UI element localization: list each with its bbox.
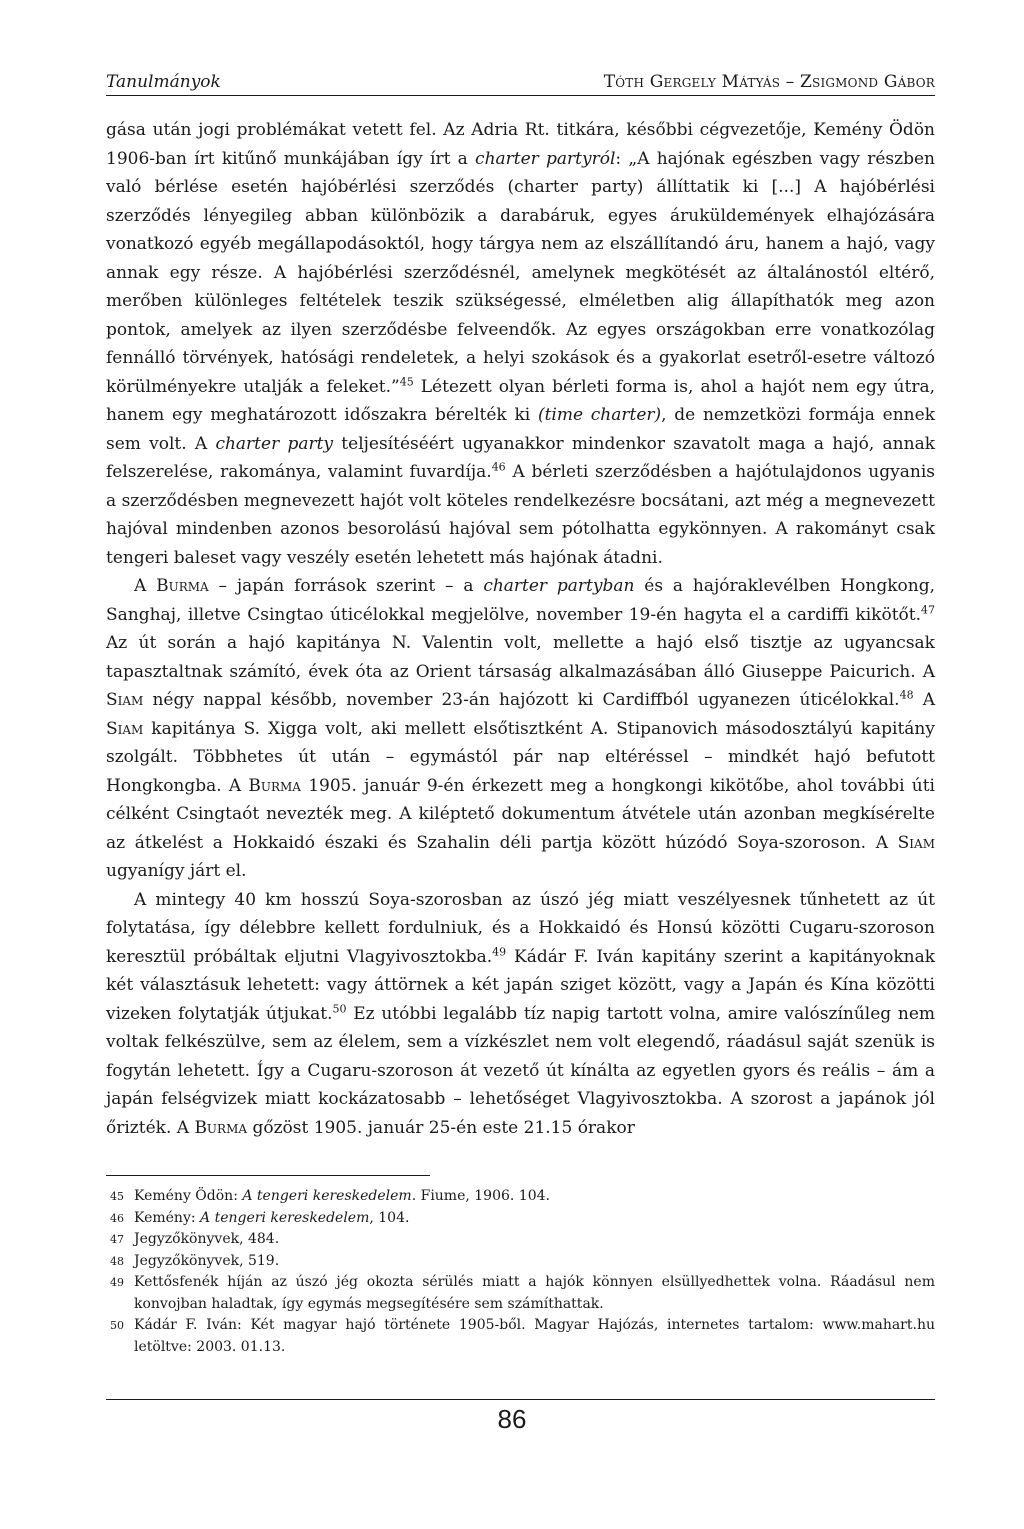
footnote-ref[interactable]: 46 [491, 460, 506, 474]
paragraph-2 [106, 572, 935, 886]
text-run: 1905. január 9-én érkezett meg a hongkongi kikötőbe, ahol további úti célként Csingtaót nevezték meg. A kiléptető dokumentum átvétele után azonban megkísérelte az átkelést a Hokkaidó északi és Szahalin déli partja között húzódó Soya-szoroson. A [106, 775, 935, 853]
footnote [106, 1251, 935, 1273]
text-run: Létezett olyan bérleti forma is, ahol a hajót nem egy útra, hanem egy meghatározott időszakra bérelték ki [106, 376, 935, 425]
text-run: Az út során a hajó kapitánya N. Valentin volt, mellette a hajó első tisztje az ugyancsak tapasztaltnak számító, évek óta az Orient társaság alkalmazásában álló Giuseppe Paicurich. A [106, 633, 935, 682]
footnote-text [134, 1186, 935, 1208]
italic-term: (time charter) [537, 405, 662, 425]
text-run: gőzöst 1905. január 25-én este 21.15 órakor [247, 1117, 635, 1138]
text-run: Kemény Ödön: [134, 1188, 243, 1204]
paragraph-3 [106, 886, 935, 1143]
footnote-text: Jegyzőkönyvek, 484. [134, 1231, 280, 1247]
running-header [106, 72, 935, 96]
footnote-ref[interactable]: 47 [921, 602, 935, 616]
section-title: Tanulmányok [106, 72, 221, 92]
italic-term: charter partyról [475, 148, 616, 169]
footnote-number: 48 [110, 1254, 124, 1268]
text-run: és a hajóraklevélben Hongkong, Sanghaj, illetve Csingtao úticélokkal megjelölve, november 19-én hagyta el a cardiffi kikötőt. [106, 576, 936, 625]
text-run: A bérleti szerződésben a hajótulajdonos ugyanis a szerződésben megnevezett hajót volt köteles rendelkezésre bocsátani, azt még a megnevezett hajóval mindenben azonos besorolású hajóval sem pótolhatta egykönnyen. A rakományt csak tengeri baleset vagy veszély esetén lehetett más hajónak átadni. [106, 462, 935, 568]
footnote-text: Kádár F. Iván: Két magyar hajó története 1905-ből. Magyar Hajózás, internetes tartalom: www.mahart.hu letöltve: 2003. 01.13. [134, 1317, 935, 1355]
quote-text: : „A hajónak egészben vagy részben való bérlése esetén hajóbérlési szerződés (charter party) állíttatik ki [...] A hajóbérlési szerződés lényegileg abban különbözik a darabáruk, egyes áruküldemények elhajózására vonatkozó egyéb megállapodásoktól, hogy tárgya nem az elszállítandó áru, hanem a hajó, vagy annak egy része. A hajóbérlési szerződésnél, amelynek megkötését az általánostól eltérő, merőben különleges feltételek teszik szükségessé, elméletben alig állapíthatók meg azon pontok, amelyek az ilyen szerződésbe felveendők. Az egyes országokban erre vonatkozólag fennálló törvények, hatósági rendeletek, a helyi szokások és a gyakorlat esetről-esetre változó körülményekre utalják a feleket.” [106, 148, 935, 397]
footnote [106, 1315, 935, 1358]
text-run: Kádár F. Iván kapitány szerint a kapitányoknak két választásuk lehetett: vagy áttörnek a két japán sziget között, vagy a Japán és Kína közötti vizeken folytatják útjukat. [106, 946, 936, 1024]
authors: Tóth Gergely Mátyás – Zsigmond Gábor [603, 72, 935, 92]
ship-name: Burma [194, 1117, 248, 1138]
bottom-rule [106, 1399, 935, 1400]
footnote-number: 46 [110, 1211, 124, 1225]
book-title: A tengeri kereskedelem [200, 1209, 370, 1226]
text-run: A mintegy 40 km hosszú Soya-szorosban az úszó jég miatt veszélyesnek tűnhetett az út folytatása, így délebbre kellett fordulniuk, és a Hokkaidó és Honsú közötti Cugaru-szoroson keresztül próbáltak eljutni Vlagyivosztokba. [106, 889, 935, 967]
paragraph-1 [106, 116, 935, 572]
ship-name: Siam [106, 718, 144, 739]
italic-term: charter party [215, 433, 334, 454]
footnote-ref[interactable]: 48 [899, 688, 914, 702]
ship-name: Burma [248, 775, 301, 796]
text-run: Ez utóbbi legalább tíz napig tartott volna, amire valószínűleg nem voltak felkészülve, sem az élelem, sem a vízkészlet nem volt elegendő, ráadásul saját szenük is fogytán lehetett. Így a Cugaru-szoroson át vezető út kínálta az egyetlen gyors és reális – ám a japán felségvizek miatt kockázatosabb – lehetőséget Vlagyivosztokba. A szorost a japánok jól őrizték. A [106, 1003, 936, 1138]
footnote-ref[interactable]: 45 [399, 374, 414, 388]
ship-name: Siam [106, 690, 144, 710]
footnote-number: 49 [110, 1276, 124, 1289]
footnote [106, 1208, 935, 1230]
footnote [106, 1272, 935, 1315]
text-run: . Fiume, 1906. 104. [411, 1188, 550, 1204]
text-run: A [134, 576, 157, 596]
footnotes [106, 1186, 935, 1358]
footnote-number: 50 [110, 1319, 124, 1332]
italic-term: charter partyban [483, 576, 635, 596]
footnote [106, 1186, 935, 1208]
footnote-number: 47 [110, 1233, 124, 1246]
page-number: 86 [497, 1404, 527, 1434]
footnote-text [134, 1208, 935, 1230]
text-run: négy nappal később, november 23-án hajózott ki Cardiffból ugyanezen úticélokkal. [143, 690, 900, 710]
text-run: gása után jogi problémákat vetett fel. Az Adria Rt. titkára, későbbi cégvezetője, Kemény Ödön 1906-ban írt kitűnő munkájában így írt a [106, 120, 935, 169]
text-run: , de nemzetközi formája ennek sem volt. A [106, 405, 935, 454]
ship-name: Burma [156, 576, 209, 596]
footnote-text: Kettősfenék híján az úszó jég okozta sérülés miatt a hajók könnyen elsüllyedhettek volna. Ráadásul nem konvojban haladtak, így egymás megsegítésére sem számíthattak. [134, 1274, 935, 1312]
footnote-ref[interactable]: 49 [492, 944, 507, 958]
text-run: , 104. [369, 1209, 410, 1226]
book-title: A tengeri kereskedelem [242, 1188, 412, 1204]
ship-name: Siam [897, 832, 935, 853]
footnote-number: 45 [110, 1190, 124, 1203]
footnote-text: Jegyzőkönyvek, 519. [134, 1252, 280, 1269]
text-run: ugyanígy járt el. [106, 861, 247, 881]
body-text [106, 116, 935, 1142]
text-run: Kemény: [134, 1209, 201, 1226]
text-run: – japán források szerint – a [208, 576, 484, 596]
footnote-ref[interactable]: 50 [332, 1001, 347, 1015]
footnote-separator [106, 1175, 430, 1176]
text-run: kapitánya S. Xigga volt, aki mellett elsőtisztként A. Stipanovich másodosztályú kapitány szolgált. Többhetes út után – egymástól pár nap eltéréssel – mindkét hajó befutott Hongkongba. A [106, 718, 935, 796]
text-run: teljesítéséért ugyanakkor mindenkor szavatolt maga a hajó, annak felszerelése, rakománya, valamint fuvardíja. [106, 433, 936, 482]
footnote [106, 1229, 935, 1251]
text-run: A [913, 690, 935, 710]
